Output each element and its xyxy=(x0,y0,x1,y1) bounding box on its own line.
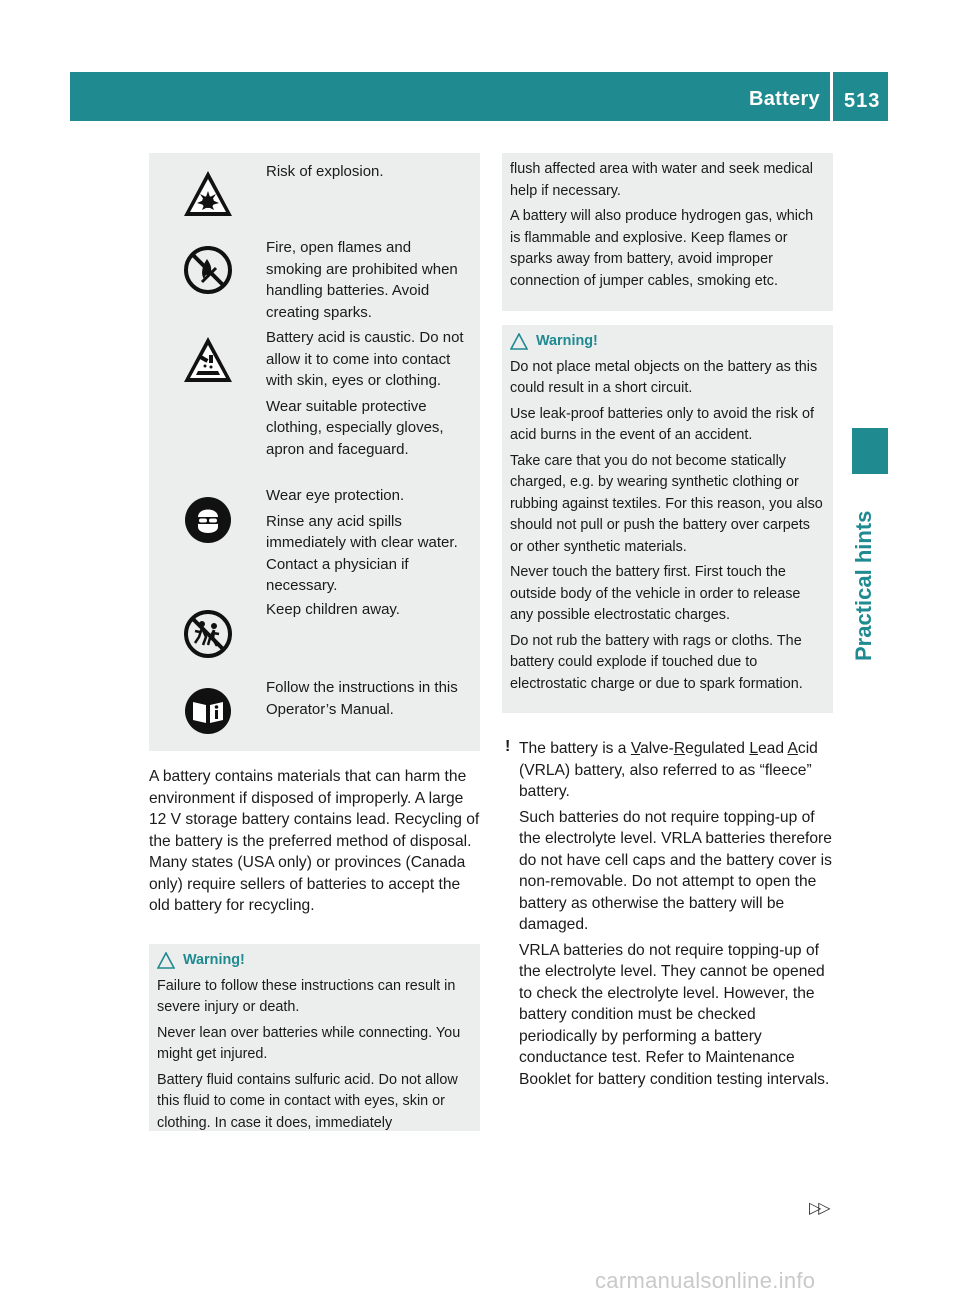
symbol-text: Keep children away. xyxy=(266,601,400,618)
warning-continuation-box xyxy=(502,153,833,311)
warning-text: Do not place metal objects on the battery as this could result in a short circuit. xyxy=(510,358,818,396)
warning-title: Warning! xyxy=(183,952,245,968)
note-text: Such batteries do not require topping-up of the electrolyte level. VRLA batteries therefore do not have cell caps and the battery cover is non-removable. Do not attempt to open the battery as otherwise the battery will be damaged. xyxy=(519,808,832,933)
header-separator xyxy=(830,72,833,121)
manual-info-icon xyxy=(183,686,233,736)
warning-text: Never touch the battery first. First touch the outside body of the vehicle in order to release any possible electrostatic charges. xyxy=(510,564,801,623)
acid-warning-icon xyxy=(183,335,233,385)
eye-protection-icon xyxy=(183,495,233,545)
warning-text: Failure to follow these instructions can result in severe injury or death. xyxy=(157,977,456,1015)
warning-text: Use leak-proof batteries only to avoid the risk of acid burns in the event of an accident. xyxy=(510,405,814,443)
warning-box xyxy=(502,325,833,713)
next-page-icon: ▷▷ xyxy=(809,1200,828,1217)
warning-text: flush affected area with water and seek medical help if necessary. xyxy=(510,161,813,199)
section-title: Battery xyxy=(748,88,820,110)
side-tab-label: Practical hints xyxy=(851,510,876,661)
page-number: 513 xyxy=(844,90,881,112)
symbol-text: Follow the instructions in this Operator’s Manual. xyxy=(266,679,458,718)
warning-text: A battery will also produce hydrogen gas, which is flammable and explosive. Keep flames or sparks away from battery, avoid improper connection of jumper cables, smoking etc. xyxy=(510,208,814,289)
side-tab-marker xyxy=(852,428,888,474)
warning-triangle-icon xyxy=(510,333,528,350)
symbol-text: Risk of explosion. xyxy=(266,163,384,180)
note-text: VRLA batteries do not require topping-up of the electrolyte level. They cannot be opened to check the electrolyte level. However, the battery condition must be checked periodically by performing a battery conductance test. Refer to Maintenance Booklet for battery condition testing intervals. xyxy=(519,941,830,1088)
warning-text: Do not rub the battery with rags or cloths. The battery could explode if touched due to electrostatic charge or due to spark formation. xyxy=(510,632,803,692)
footer-watermark: carmanualsonline.info xyxy=(595,1268,816,1293)
note-intro: The battery is a Valve-Regulated Lead Acid (VRLA) battery, also referred to as “fleece” battery. xyxy=(519,740,818,800)
warning-text: Battery fluid contains sulfuric acid. Do not allow this fluid to come in contact with eyes, skin or clothing. In case it does, immediately xyxy=(157,1071,458,1131)
safety-symbols-table xyxy=(149,153,480,751)
warning-text: Take care that you do not become statically charged, e.g. by wearing synthetic clothing or rubbing against textiles. For this reason, you also should not pull or push the battery over carpets or other synthetic materials. xyxy=(510,452,823,555)
environment-paragraph: A battery contains materials that can harm the environment if disposed of improperly. A large 12 V storage battery contains lead. Recycling of the battery is the preferred method of disposal. Many states (USA only) or provinces (Canada only) require sellers of batteries to accept the old battery for recycling. xyxy=(149,768,480,914)
symbol-text: Wear suitable protective clothing, especially gloves, apron and faceguard. xyxy=(266,397,444,458)
warning-text: Never lean over batteries while connecting. You might get injured. xyxy=(157,1024,461,1062)
warning-box xyxy=(149,944,480,1131)
keep-children-away-icon xyxy=(183,609,233,659)
note-block xyxy=(505,738,835,1094)
symbol-text: Rinse any acid spills immediately with clear water. Contact a physician if necessary. xyxy=(266,512,458,594)
symbol-text: Battery acid is caustic. Do not allow it to come into contact with skin, eyes or clothing. xyxy=(266,329,464,389)
warning-title: Warning! xyxy=(536,333,598,349)
warning-triangle-icon xyxy=(157,952,175,969)
symbol-text: Fire, open flames and smoking are prohibited when handling batteries. Avoid creating sparks. xyxy=(266,239,458,321)
symbol-text: Wear eye protection. xyxy=(266,487,405,504)
no-fire-icon xyxy=(183,245,233,295)
note-exclamation-icon: ! xyxy=(505,738,511,755)
explosion-warning-icon xyxy=(183,169,233,219)
